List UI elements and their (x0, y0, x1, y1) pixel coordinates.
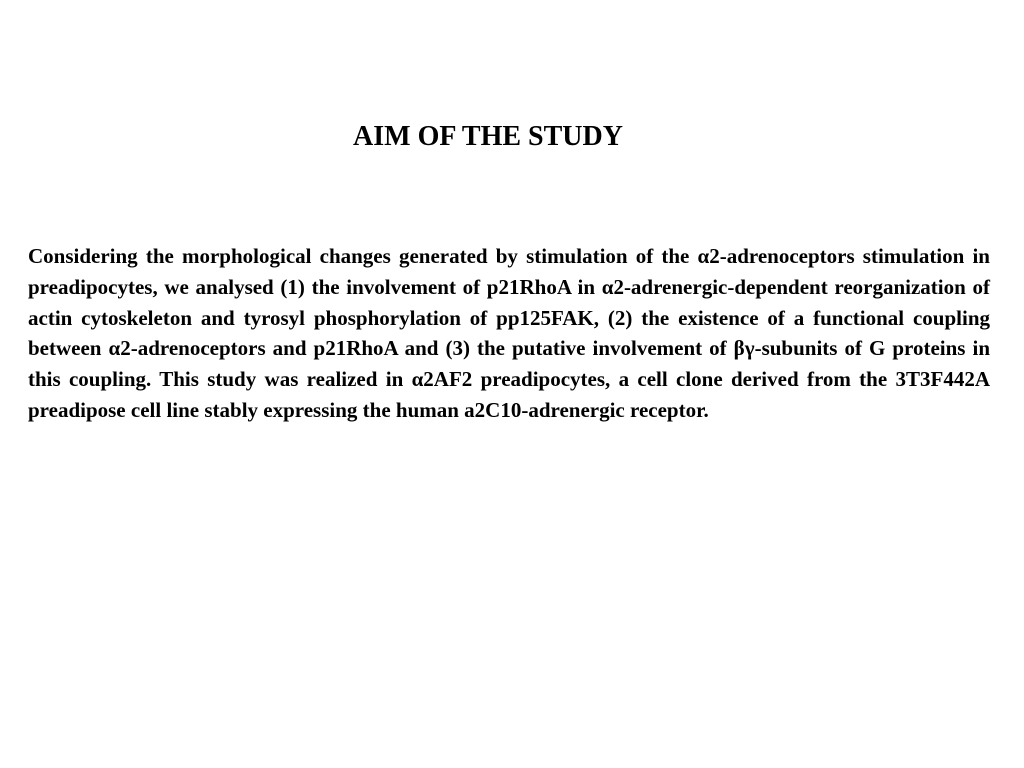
slide-body-text: Considering the morphological changes generated by stimulation of the α2-adrenoceptors stimulation in preadipocytes, we analysed (1) the involvement of p21RhoA in α2-adrenergic-dependent reorganization of actin cytoskeleton and tyrosyl phosphorylation of pp125FAK, (2) the existence of a functional coupling between α2-adrenoceptors and p21RhoA and (3) the putative involvement of βγ-subunits of G proteins in this coupling. This study was realized in α2AF2 preadipocytes, a cell clone derived from the 3T3F442A preadipose cell line stably expressing the human a2C10-adrenergic receptor. (28, 244, 990, 422)
slide-title: AIM OF THE STUDY (353, 121, 623, 152)
